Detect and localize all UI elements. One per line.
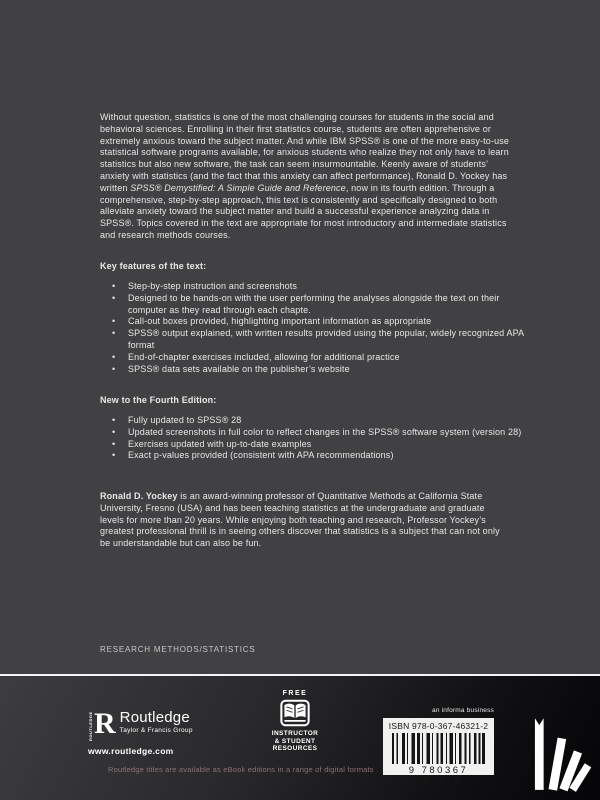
badge-line-resources: RESOURCES	[272, 745, 318, 752]
publisher-name: Routledge	[119, 709, 190, 726]
key-features-heading: Key features of the text:	[100, 261, 207, 271]
author-bio-text: is an award-winning professor of Quantitative Methods at California State University, Fresno (USA) and has been teaching statistics at the undergraduate and graduate levels for more than 20 years. While enjoying both teaching and research, Professor Yockey’s greatest professional thrill is in seeing others discover that statistics is a subject that can not only be understandable but can also be fun.	[100, 491, 500, 549]
list-item: • End-of-chapter exercises included, allowing for additional practice	[128, 352, 528, 364]
publisher-group: Taylor & Francis Group	[119, 727, 193, 734]
new-edition-list	[100, 415, 528, 462]
badge-line-student: & STUDENT	[274, 737, 316, 745]
informa-books-icon	[533, 716, 591, 796]
routledge-logo	[88, 709, 193, 756]
intro-text-after: , now in its fourth edition. Through a comprehensive, step-by-step approach, this text is consistently and specifically designed to both alleviate anxiety toward the subject matter and build a successful experience analyzing data in SPSS®. Topics covered in the text are appropriate for most introductory and intermediate statistics and research methods courses.	[100, 182, 507, 240]
intro-paragraph	[100, 112, 510, 242]
category-label: RESEARCH METHODS/STATISTICS	[100, 645, 256, 654]
author-bio	[100, 491, 510, 550]
barcode-bars	[392, 733, 485, 764]
new-edition-heading: New to the Fourth Edition:	[100, 395, 217, 405]
list-item: • Step-by-step instruction and screenshots	[128, 281, 528, 293]
routledge-vertical-text: ROUTLEDGE	[88, 711, 93, 741]
intro-text-before: Without question, statistics is one of the most challenging courses for students in the social and behavioral sciences. Enrolling in their first statistics course, students are often apprehensive or extremely anxious toward the subject matter. And while IBM SPSS® is one of the more easy-to-use statistical software programs available, for anxious students who realize they not only have to learn statistics but also new software, the task can seem insurmountable. Keenly aware of students’ anxiety with statistics (and the fact that this anxiety can affect performance), Ronald D. Yockey has written	[100, 112, 510, 193]
list-item: • Exercises updated with up-to-date examples	[128, 439, 528, 451]
isbn-digits: 9 780367 463212	[408, 765, 469, 787]
badge-line-instructor: INSTRUCTOR	[271, 730, 319, 737]
book-title-italic: SPSS® Demystified: A Simple Guide and Reference	[130, 182, 346, 193]
publisher-url: www.routledge.com	[88, 746, 174, 756]
isbn-label: ISBN 978-0-367-46321-2	[388, 721, 489, 731]
list-item: • Call-out boxes provided, highlighting important information as appropriate	[128, 316, 528, 328]
footer-band	[0, 676, 600, 800]
routledge-r-icon: R	[94, 707, 116, 740]
list-item: • SPSS® output explained, with written results provided using the popular, widely recognized APA format	[128, 328, 528, 352]
list-item: • SPSS® data sets available on the publisher’s website	[128, 364, 528, 376]
list-item: • Designed to be hands-on with the user performing the analyses alongside the text on their computer as they read through each chapte.	[128, 293, 528, 317]
informa-business-label: an informa business	[432, 707, 494, 714]
list-item: • Exact p-values provided (consistent with APA recommendations)	[128, 450, 528, 462]
open-book-icon	[280, 699, 310, 727]
ebook-availability-note: Routledge titles are available as eBook editions in a range of digital formats	[108, 765, 374, 774]
badge-free-label: FREE	[282, 690, 308, 697]
list-item: • Fully updated to SPSS® 28	[128, 415, 528, 427]
key-features-list	[100, 281, 528, 375]
list-item: • Updated screenshots in full color to reflect changes in the SPSS® software system (version 28)	[128, 427, 528, 439]
author-name: Ronald D. Yockey	[100, 491, 178, 501]
isbn-barcode	[383, 718, 494, 787]
resources-badge	[263, 690, 327, 753]
